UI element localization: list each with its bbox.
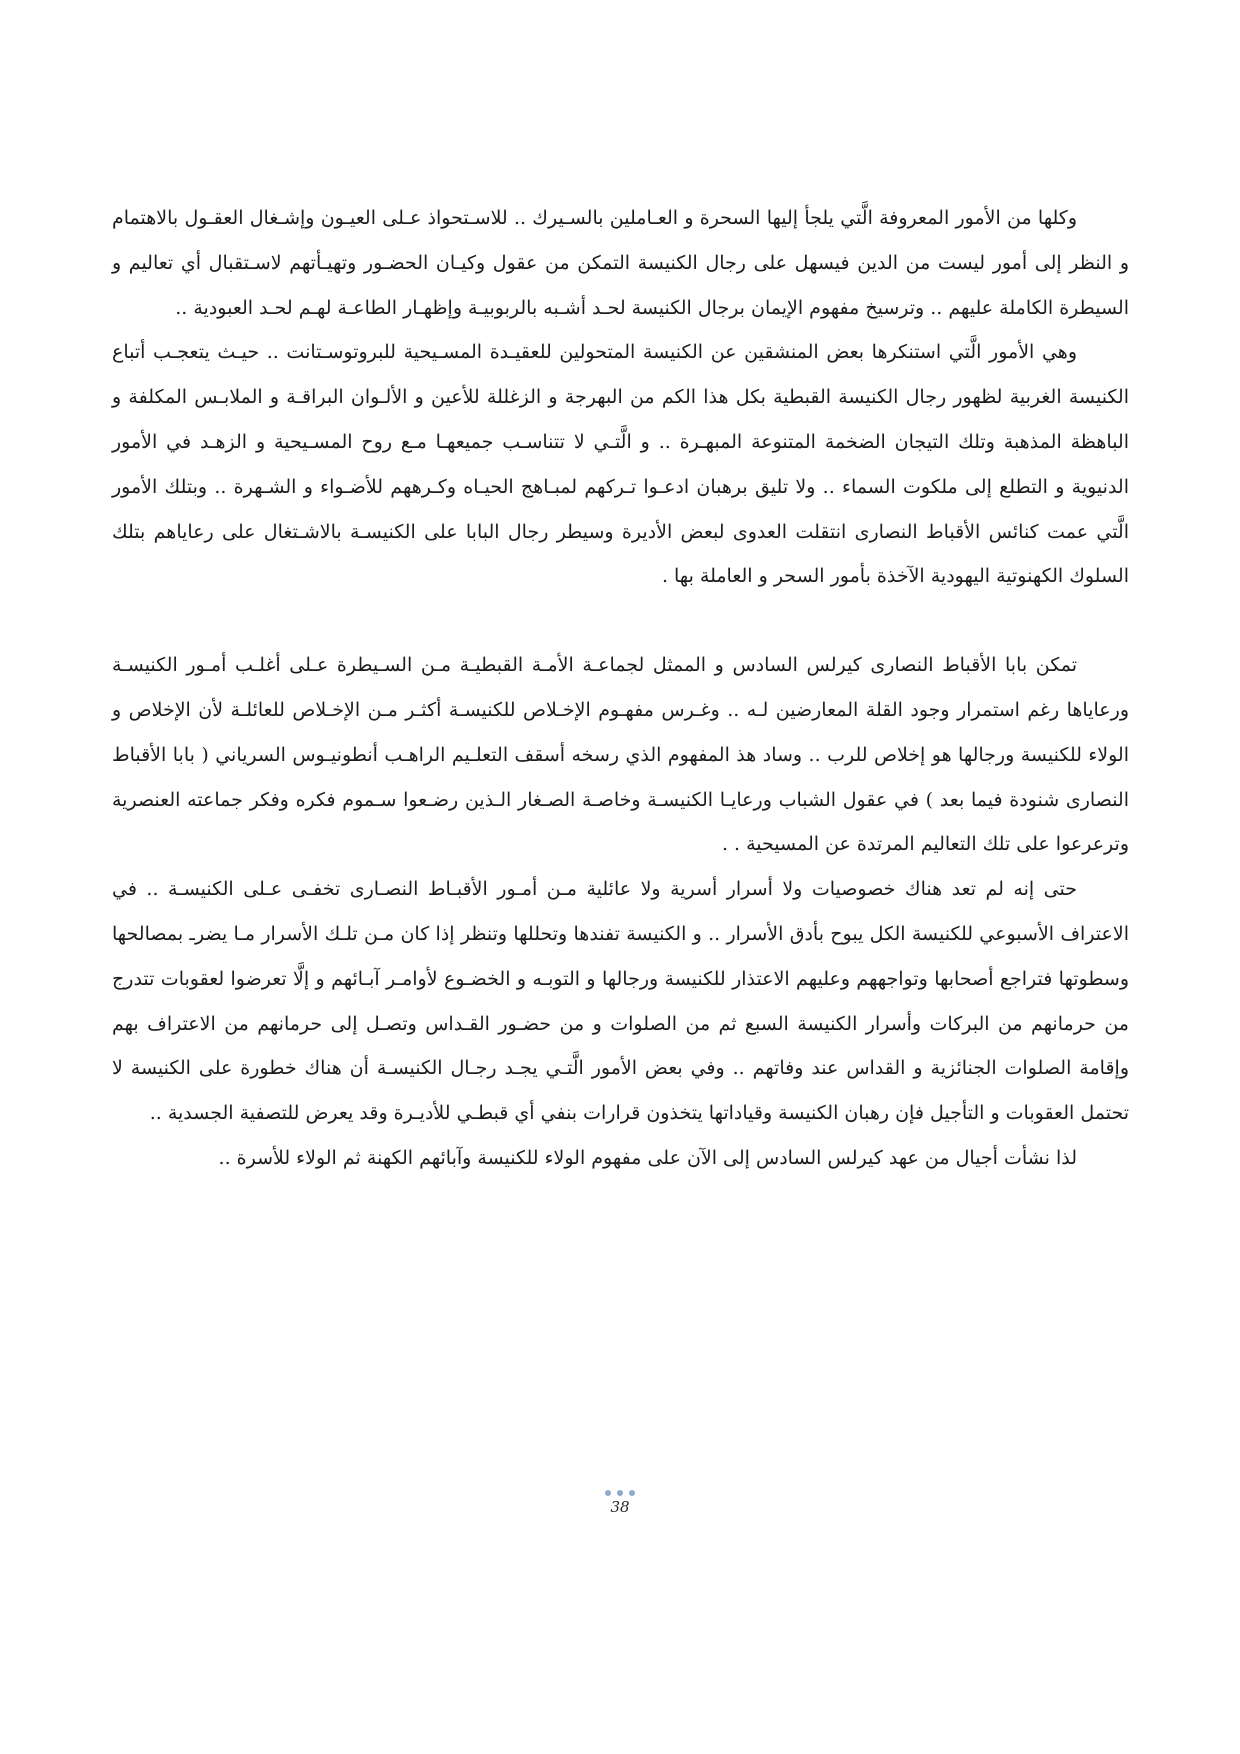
ornament-dot-icon	[629, 1490, 635, 1496]
body-text	[112, 196, 1129, 1181]
footer-ornament-dots	[570, 1488, 670, 1498]
paragraph-3: تمكن بابا الأقباط النصارى كيرلس السادس و الممثل لجماعـة الأمـة القبطيـة مـن السـيطرة عـلى أغلـب أمـور الكنيسـة ورعاياها رغم استمرار وجود القلة المعارضين لـه .. وغـرس مفهـوم الإخـلاص للكنيسـة أكثـر مـن الإخـلاص للعائلـة لأن الإخلاص و الولاء للكنيسة ورجالها هو إخلاص للرب .. وساد هذ المفهوم الذي رسخه أسقف التعلـيم الراهـب أنطونيـوس السرياني ( بابا الأقباط النصارى شنودة فيما بعد ) في عقول الشباب ورعايـا الكنيسـة وخاصـة الصـغار الـذين رضـعوا سـموم فكره وفكر جماعته العنصرية وترعرعوا على تلك التعاليم المرتدة عن المسيحية . .	[112, 654, 1129, 856]
page-footer	[570, 1488, 670, 1516]
ornament-dot-icon	[605, 1490, 611, 1496]
paragraph-4: حتى إنه لم تعد هناك خصوصيات ولا أسرار أسرية ولا عائلية مـن أمـور الأقبـاط النصـارى تخفـى عـلى الكنيسـة .. في الاعتراف الأسبوعي للكنيسة الكل يبوح بأدق الأسرار .. و الكنيسة تفندها وتحللها وتنظر إذا كان مـن تلـك الأسرار مـا يضرـ بمصالحها وسطوتها فتراجع أصحابها وتواجههم وعليهم الاعتذار للكنيسة ورجالها و التوبـه و الخضـوع لأوامـر آبـائهم و إلَّا تعرضوا لعقوبات تتدرج من حرمانهم من البركات وأسرار الكنيسة السبع ثم من الصلوات و من حضـور القـداس وتصـل إلى حرمانهم من الاعتراف بهم وإقامة الصلوات الجنائزية و القداس عند وفاتهم .. وفي بعض الأمور الَّتـي يجـد رجـال الكنيسـة أن هناك خطورة على الكنيسة لا تحتمل العقوبات و التأجيل فإن رهبان الكنيسة وقياداتها يتخذون قرارات بنفي أي قبطـي للأديـرة وقد يعرض للتصفية الجسدية ..	[112, 878, 1129, 1125]
paragraph-2: وهي الأمور الَّتي استنكرها بعض المنشقين عن الكنيسة المتحولين للعقيـدة المسـيحية للبروتوسـتانت .. حيـث يتعجـب أتباع الكنيسة الغربية لظهور رجال الكنيسة القبطية بكل هذا الكم من البهرجة و الزغللة للأعين و الألـوان البراقـة و الملابـس المكلفة و الباهظة المذهبة وتلك التيجان الضخمة المتنوعة المبهـرة .. و الَّتـي لا تتناسـب جميعهـا مـع روح المسـيحية و الزهـد في الأمور الدنيوية و التطلع إلى ملكوت السماء .. ولا تليق برهبان ادعـوا تـركهم لمبـاهج الحيـاه وكـرههم للأضـواء و الشـهرة .. وبتلك الأمور الَّتي عمت كنائس الأقباط النصارى انتقلت العدوى لبعض الأديرة وسيطر رجال البابا على الكنيسـة بالاشـتغال على رعاياهم بتلك السلوك الكهنوتية اليهودية الآخذة بأمور السحر و العاملة بها .	[112, 341, 1129, 588]
section-spacer	[112, 599, 1129, 643]
ornament-dot-icon	[617, 1490, 623, 1496]
page-number: 38	[610, 1498, 630, 1516]
paragraph-5: لذا نشأت أجيال من عهد كيرلس السادس إلى الآن على مفهوم الولاء للكنيسة وآبائهم الكهنة ثم الولاء للأسرة ..	[218, 1146, 1077, 1169]
paragraph-1: وكلها من الأمور المعروفة الَّتي يلجأ إليها السحرة و العـاملين بالسـيرك .. للاسـتحواذ عـلى العيـون وإشـغال العقـول بالاهتمام و النظر إلى أمور ليست من الدين فيسهل على رجال الكنيسة التمكن من عقول وكيـان الحضـور وتهيـأتهم لاسـتقبال أي تعاليم و السيطرة الكاملة عليهم .. وترسيخ مفهوم الإيمان برجال الكنيسة لحـد أشـبه بالربوبيـة وإظهـار الطاعـة لهـم لحـد العبودية ..	[112, 207, 1129, 319]
